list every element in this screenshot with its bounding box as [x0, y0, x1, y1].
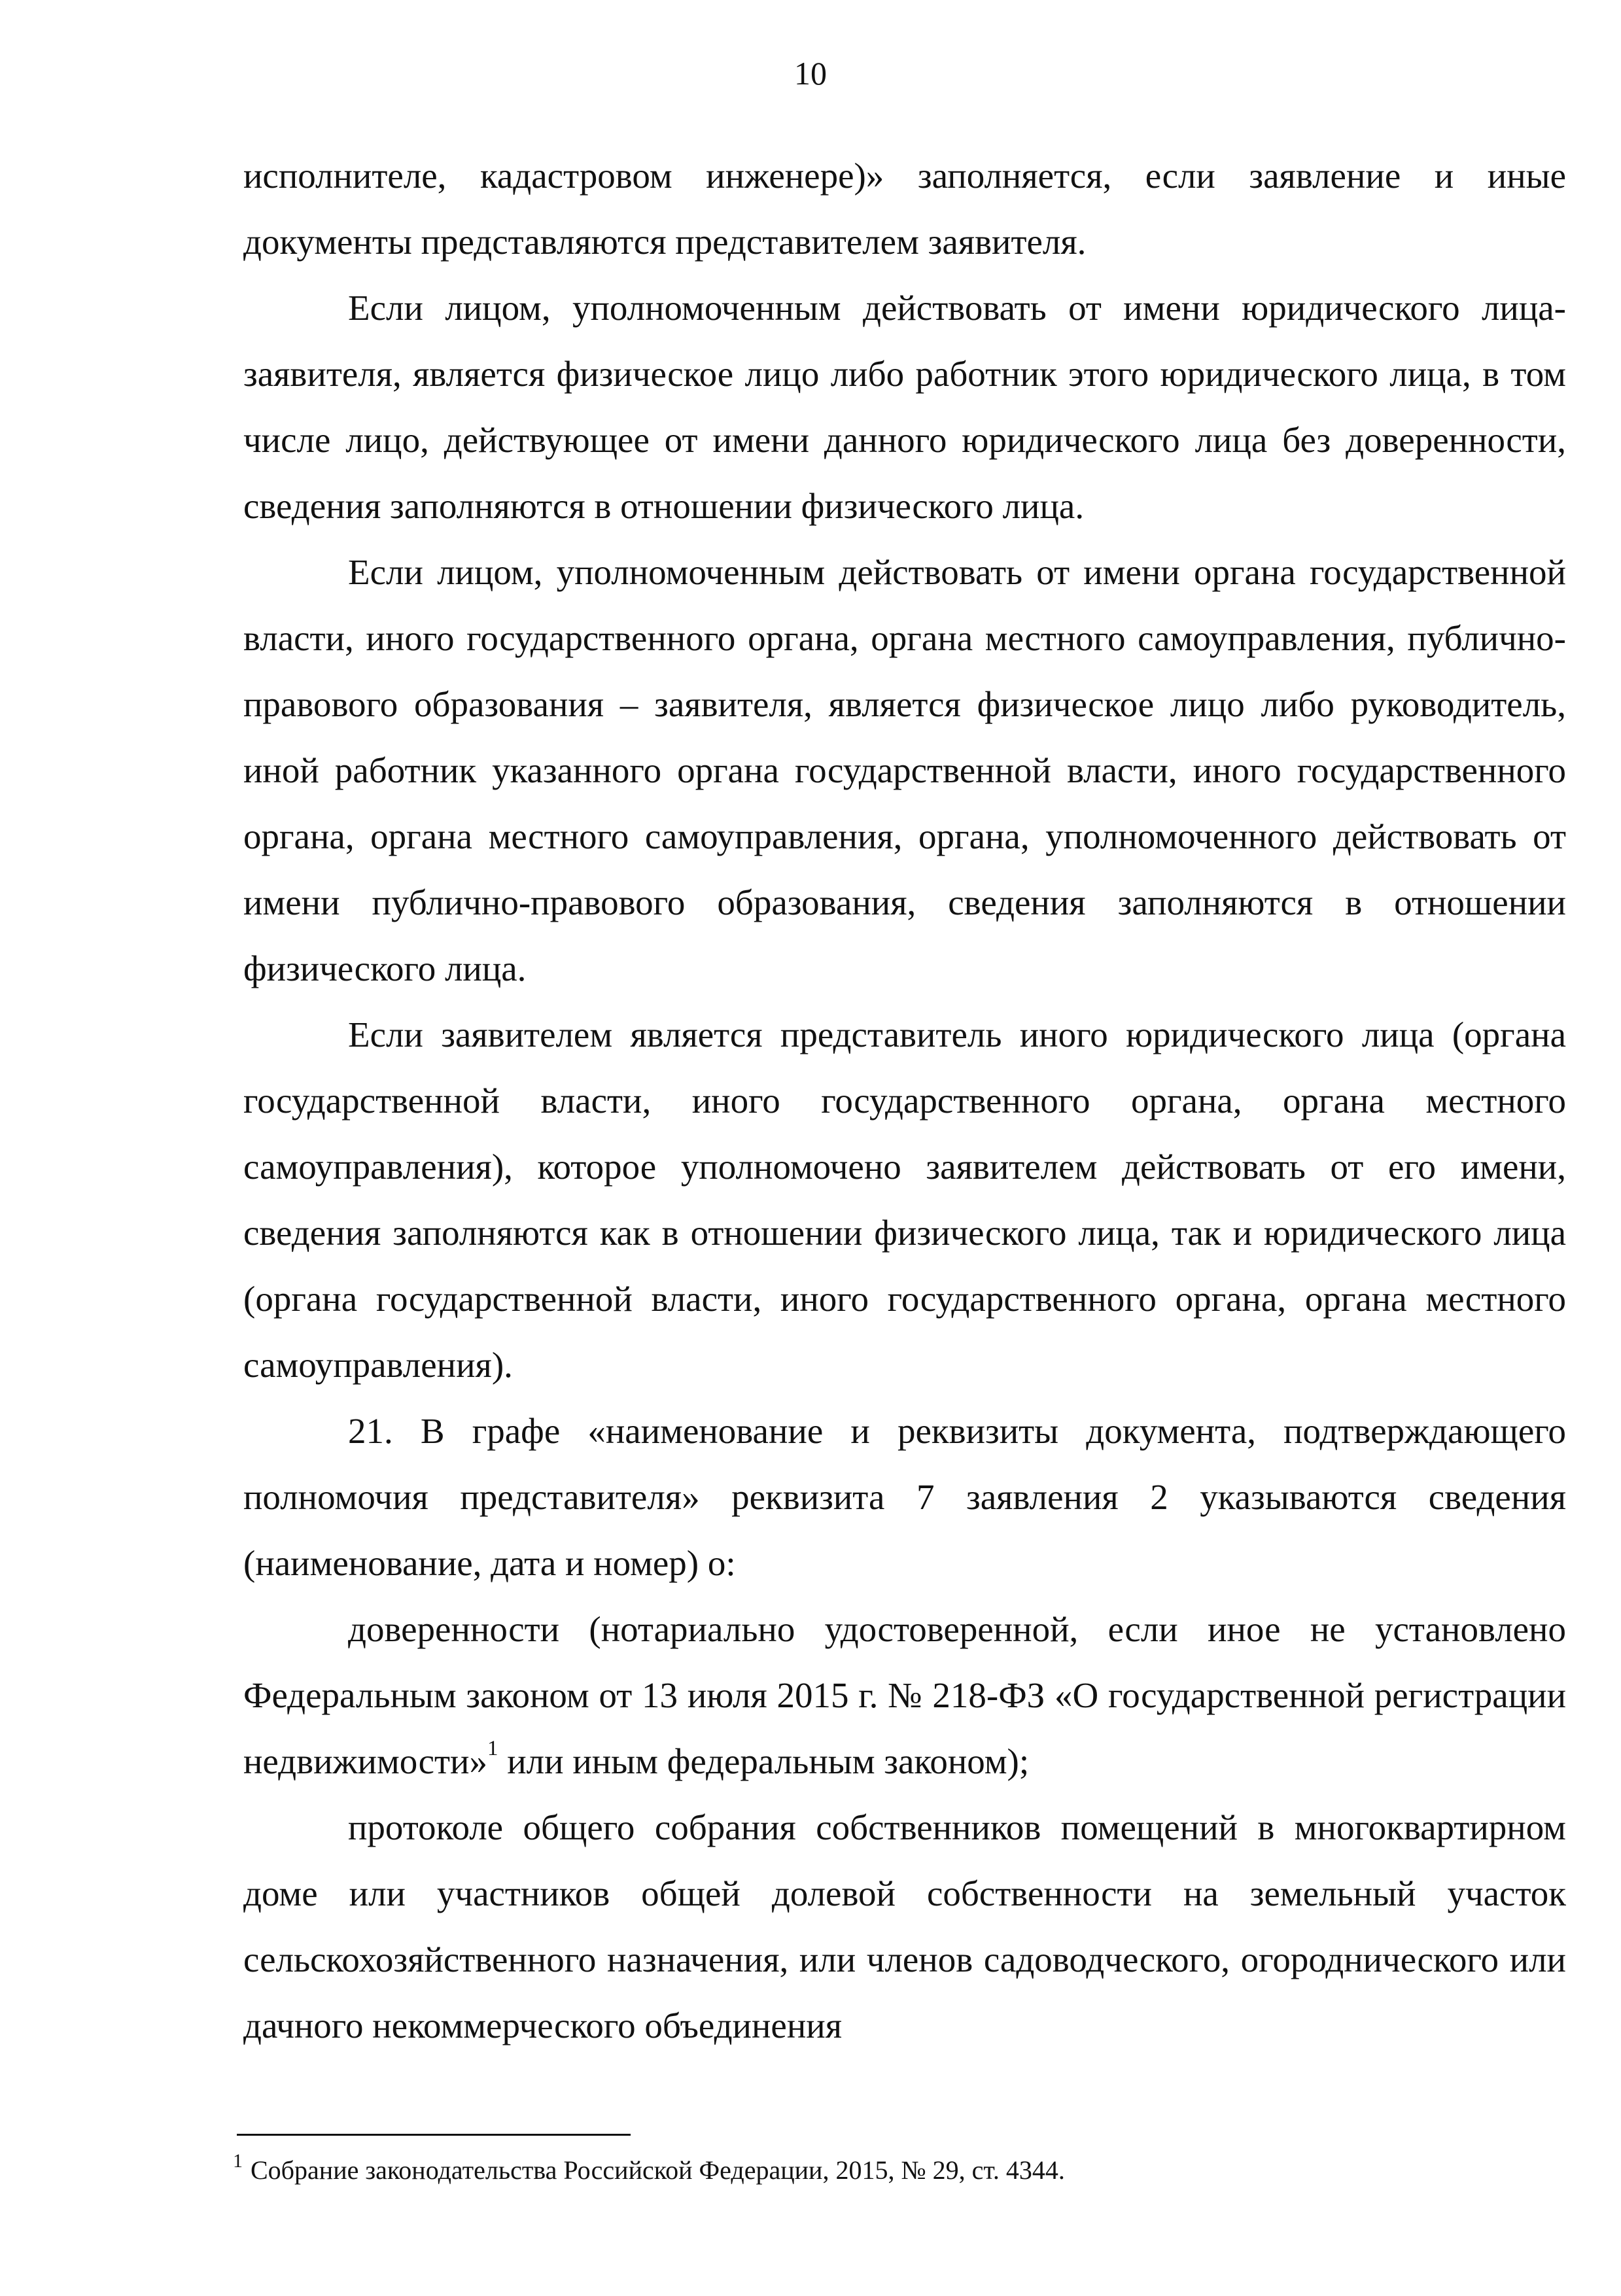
page-number: 10	[794, 55, 827, 92]
paragraph-text-after-ref: или иным федеральным законом);	[498, 1741, 1030, 1781]
paragraph-with-footnote-ref	[243, 1596, 1566, 1794]
paragraph: Если лицом, уполномоченным действовать от имени юридического лица-заявителя, является физическое лицо либо работник этого юридического лица, в том числе лицо, действующее от имени данного юридического лица без доверенности, сведения заполняются в отношении физического лица.	[243, 288, 1566, 526]
paragraph: Если лицом, уполномоченным действовать от имени органа государственной власти, иного государственного органа, органа местного самоуправления, публично-правового образования – заявителя, является физическое лицо либо руководитель, иной работник указанного органа государственной власти, иного государственного органа, органа местного самоуправления, органа, уполномоченного действовать от имени публично-правового образования, сведения заполняются в отношении физического лица.	[243, 552, 1566, 988]
footnote-reference: 1	[487, 1736, 498, 1760]
document-body	[243, 143, 1566, 2059]
footnote-separator	[237, 2134, 631, 2136]
footnote-marker: 1	[233, 2150, 243, 2172]
paragraph: протоколе общего собрания собственников помещений в многоквартирном доме или участников общей долевой собственности на земельный участок сельскохозяйственного назначения, или членов садоводческого, огороднического или дачного некоммерческого объединения	[243, 1807, 1566, 2045]
paragraph: Если заявителем является представитель иного юридического лица (органа государственной власти, иного государственного органа, органа местного самоуправления), которое уполномочено заявителем действовать от его имени, сведения заполняются как в отношении физического лица, так и юридического лица (органа государственной власти, иного государственного органа, органа местного самоуправления).	[243, 1015, 1566, 1385]
paragraph: исполнителе, кадастровом инженере)» заполняется, если заявление и иные документы представляются представителем заявителя.	[243, 156, 1566, 262]
footnote-text: Собрание законодательства Российской Федерации, 2015, № 29, ст. 4344.	[251, 2155, 1065, 2185]
footnote	[233, 2152, 1567, 2189]
paragraph-text-before-ref: доверенности (нотариально удостоверенной, если иное не установлено Федеральным законом от 13 июля 2015 г. № 218-ФЗ «О государственной регистрации недвижимости»	[243, 1609, 1566, 1781]
paragraph: 21. В графе «наименование и реквизиты документа, подтверждающего полномочия представителя» реквизита 7 заявления 2 указываются сведения (наименование, дата и номер) о:	[243, 1411, 1566, 1583]
